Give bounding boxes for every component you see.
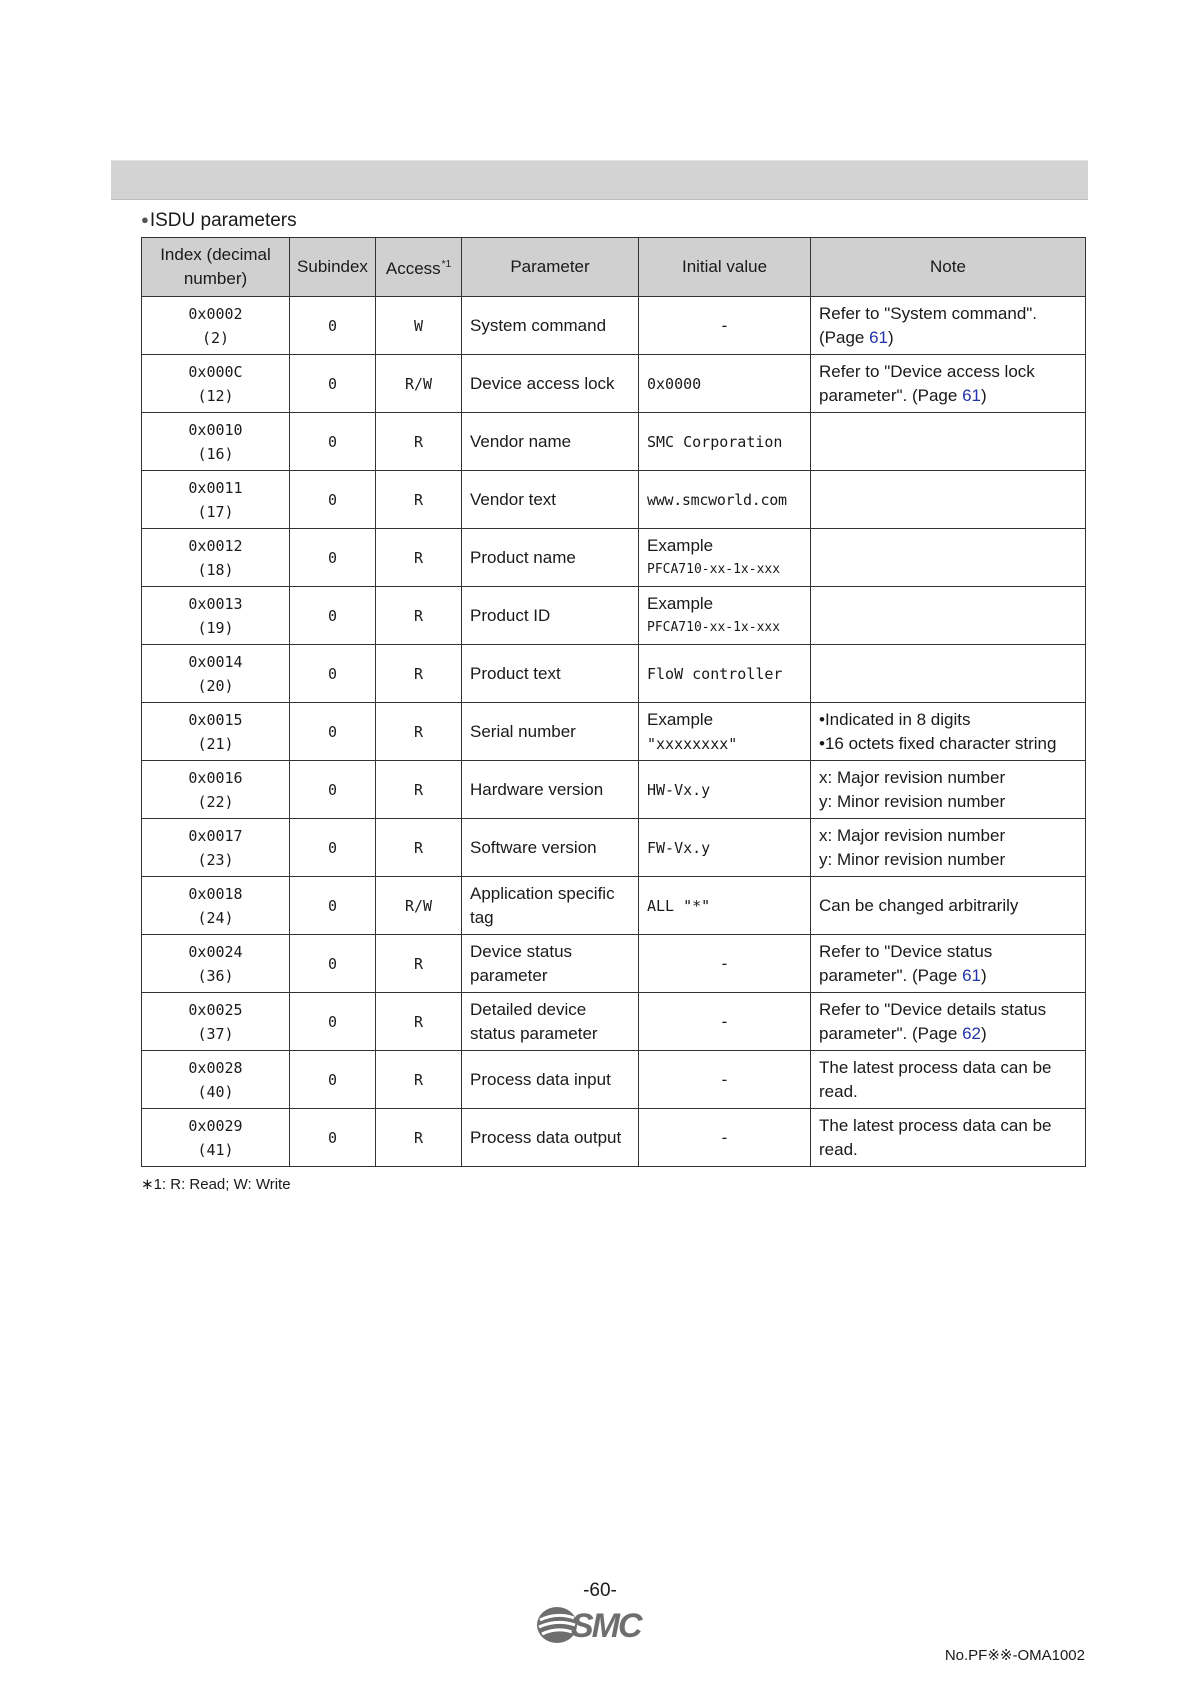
- cell-subindex: 0: [290, 587, 376, 645]
- cell-parameter: Vendor name: [462, 413, 639, 471]
- cell-parameter: Device access lock: [462, 355, 639, 413]
- cell-initial-value: -: [639, 935, 811, 993]
- note-line2: [819, 326, 1077, 350]
- index-decimal: (12): [197, 386, 234, 405]
- note-line2: read.: [819, 1081, 858, 1101]
- table-row: [142, 1109, 1086, 1167]
- isdu-parameters-table: [141, 237, 1086, 1167]
- cell-initial-value: SMC Corporation: [639, 413, 811, 471]
- cell-subindex: 0: [290, 761, 376, 819]
- header-band: [111, 160, 1088, 200]
- bullet-icon: ●: [141, 212, 149, 227]
- index-decimal: (22): [197, 792, 234, 811]
- parameter-line1: Device status: [470, 941, 573, 961]
- index-hex: 0x0013: [188, 594, 243, 613]
- cell-note: [811, 935, 1086, 993]
- cell-parameter: Serial number: [462, 703, 639, 761]
- cell-access: W: [376, 297, 462, 355]
- cell-index: [142, 529, 290, 587]
- access-footnote: ∗1: R: Read; W: Write: [141, 1176, 291, 1193]
- cell-access: R: [376, 703, 462, 761]
- cell-subindex: 0: [290, 1109, 376, 1167]
- note-text: ): [980, 965, 987, 985]
- index-decimal: (2): [201, 328, 230, 347]
- cell-index: [142, 935, 290, 993]
- index-decimal: (17): [197, 502, 234, 521]
- index-decimal: (18): [197, 560, 234, 579]
- initial-line2: "xxxxxxxx": [647, 734, 738, 753]
- cell-parameter: Product text: [462, 645, 639, 703]
- cell-subindex: 0: [290, 993, 376, 1051]
- cell-initial-value: -: [639, 993, 811, 1051]
- cell-subindex: 0: [290, 935, 376, 993]
- index-hex: 0x0024: [188, 942, 243, 961]
- index-decimal: (21): [197, 734, 234, 753]
- table-row: [142, 413, 1086, 471]
- parameter-line2: tag: [470, 907, 494, 927]
- header-subindex: Subindex: [290, 238, 376, 297]
- note-line2: read.: [819, 1139, 858, 1159]
- index-hex: 0x0025: [188, 1000, 243, 1019]
- cell-initial-value: ALL "*": [639, 877, 811, 935]
- index-decimal: (36): [197, 966, 234, 985]
- index-decimal: (41): [197, 1140, 234, 1159]
- cell-access: R: [376, 935, 462, 993]
- table-row: [142, 297, 1086, 355]
- cell-subindex: 0: [290, 1051, 376, 1109]
- header-note: Note: [811, 238, 1086, 297]
- cell-subindex: 0: [290, 413, 376, 471]
- cell-index: [142, 819, 290, 877]
- cell-note: [811, 1109, 1086, 1167]
- index-decimal: (23): [197, 850, 234, 869]
- index-hex: 0x0012: [188, 536, 243, 555]
- header-parameter: Parameter: [462, 238, 639, 297]
- cell-initial-value: [639, 703, 811, 761]
- header-access: [376, 238, 462, 297]
- note-text: ): [980, 385, 987, 405]
- page-link[interactable]: 61: [962, 385, 981, 405]
- note-text: ): [888, 327, 894, 347]
- table-row: [142, 529, 1086, 587]
- section-title-text: ISDU parameters: [149, 210, 297, 231]
- initial-line2: PFCA710-xx-1x-xxx: [647, 619, 781, 635]
- cell-parameter: Product ID: [462, 587, 639, 645]
- parameter-line2: status parameter: [470, 1023, 598, 1043]
- table-row: [142, 993, 1086, 1051]
- cell-index: [142, 703, 290, 761]
- index-decimal: (19): [197, 618, 234, 637]
- header-initial-value: Initial value: [639, 238, 811, 297]
- cell-initial-value: [639, 529, 811, 587]
- cell-note: [811, 355, 1086, 413]
- section-title: [141, 210, 297, 232]
- note-text: parameter". (Page: [819, 1023, 963, 1043]
- cell-note: [811, 703, 1086, 761]
- note-line1: x: Major revision number: [819, 767, 1006, 787]
- table-row: [142, 877, 1086, 935]
- cell-subindex: 0: [290, 819, 376, 877]
- initial-line1: Example: [647, 709, 714, 729]
- note-text: ): [980, 1023, 987, 1043]
- cell-subindex: 0: [290, 645, 376, 703]
- cell-note: [811, 819, 1086, 877]
- index-decimal: (20): [197, 676, 234, 695]
- cell-subindex: 0: [290, 877, 376, 935]
- index-hex: 0x0029: [188, 1116, 243, 1135]
- index-decimal: (37): [197, 1024, 234, 1043]
- cell-index: [142, 297, 290, 355]
- header-index: [142, 238, 290, 297]
- cell-note: [811, 761, 1086, 819]
- note-line2: [819, 964, 1077, 988]
- cell-index: [142, 413, 290, 471]
- index-hex: 0x0002: [188, 304, 243, 323]
- cell-initial-value: HW-Vx.y: [639, 761, 811, 819]
- index-decimal: (16): [197, 444, 234, 463]
- cell-access: R: [376, 471, 462, 529]
- cell-parameter: [462, 993, 639, 1051]
- cell-note: [811, 529, 1086, 587]
- cell-note: [811, 471, 1086, 529]
- table-row: [142, 819, 1086, 877]
- initial-line1: Example: [647, 593, 714, 613]
- page-link[interactable]: 61: [869, 327, 889, 347]
- cell-subindex: 0: [290, 471, 376, 529]
- cell-index: [142, 587, 290, 645]
- cell-access: R: [376, 993, 462, 1051]
- note-line1: Refer to "Device status: [819, 941, 993, 961]
- cell-parameter: Process data input: [462, 1051, 639, 1109]
- cell-index: [142, 645, 290, 703]
- note-text: parameter". (Page: [819, 965, 963, 985]
- cell-index: [142, 355, 290, 413]
- cell-initial-value: FloW controller: [639, 645, 811, 703]
- cell-note: Can be changed arbitrarily: [811, 877, 1086, 935]
- note-line1: The latest process data can be: [819, 1057, 1052, 1077]
- parameter-line2: parameter: [470, 965, 548, 985]
- cell-initial-value: -: [639, 297, 811, 355]
- note-line1: Refer to "System command".: [819, 303, 1038, 323]
- page-link[interactable]: 62: [962, 1023, 981, 1043]
- index-hex: 0x0028: [188, 1058, 243, 1077]
- note-text: parameter". (Page: [819, 385, 963, 405]
- table-row: [142, 587, 1086, 645]
- cell-index: [142, 471, 290, 529]
- index-hex: 0x0011: [188, 478, 243, 497]
- note-line2: [819, 384, 1077, 408]
- cell-parameter: Vendor text: [462, 471, 639, 529]
- table-row: [142, 355, 1086, 413]
- header-access-label: Access: [385, 259, 441, 278]
- table-header-row: [142, 238, 1086, 297]
- cell-index: [142, 993, 290, 1051]
- table-row: [142, 1051, 1086, 1109]
- table-row: [142, 471, 1086, 529]
- cell-access: R/W: [376, 877, 462, 935]
- index-hex: 0x0016: [188, 768, 243, 787]
- cell-access: R/W: [376, 355, 462, 413]
- cell-index: [142, 877, 290, 935]
- initial-line2: PFCA710-xx-1x-xxx: [647, 561, 781, 577]
- header-index-line1: Index: [160, 245, 202, 264]
- cell-parameter: Product name: [462, 529, 639, 587]
- cell-note: [811, 413, 1086, 471]
- cell-index: [142, 761, 290, 819]
- note-line2: [819, 1022, 1077, 1046]
- index-hex: 0x0014: [188, 652, 243, 671]
- cell-parameter: System command: [462, 297, 639, 355]
- cell-access: R: [376, 1109, 462, 1167]
- cell-parameter: Software version: [462, 819, 639, 877]
- table-row: [142, 935, 1086, 993]
- parameter-line1: Detailed device: [470, 999, 587, 1019]
- table-row: [142, 761, 1086, 819]
- index-hex: 0x0017: [188, 826, 243, 845]
- cell-initial-value: www.smcworld.com: [639, 471, 811, 529]
- cell-index: [142, 1051, 290, 1109]
- index-hex: 0x000C: [188, 362, 243, 381]
- cell-subindex: 0: [290, 297, 376, 355]
- note-line2: y: Minor revision number: [819, 849, 1006, 869]
- cell-parameter: Hardware version: [462, 761, 639, 819]
- initial-line1: Example: [647, 535, 714, 555]
- cell-parameter: Process data output: [462, 1109, 639, 1167]
- note-line1: Refer to "Device access lock: [819, 361, 1035, 381]
- cell-subindex: 0: [290, 355, 376, 413]
- cell-initial-value: [639, 587, 811, 645]
- cell-access: R: [376, 413, 462, 471]
- header-index-line2: (decimal number): [183, 245, 271, 288]
- cell-initial-value: -: [639, 1051, 811, 1109]
- note-line1: Refer to "Device details status: [819, 999, 1047, 1019]
- index-hex: 0x0015: [188, 710, 243, 729]
- note-line1: x: Major revision number: [819, 825, 1006, 845]
- cell-subindex: 0: [290, 703, 376, 761]
- header-access-footnote-mark: *1: [441, 259, 452, 270]
- parameter-line1: Application specific: [470, 883, 615, 903]
- cell-subindex: 0: [290, 529, 376, 587]
- cell-note: [811, 297, 1086, 355]
- cell-note: [811, 993, 1086, 1051]
- cell-note: [811, 587, 1086, 645]
- note-text: (Page: [819, 327, 870, 347]
- index-decimal: (40): [197, 1082, 234, 1101]
- note-line2: •16 octets fixed character string: [819, 733, 1057, 753]
- cell-access: R: [376, 1051, 462, 1109]
- cell-parameter: [462, 935, 639, 993]
- cell-initial-value: FW-Vx.y: [639, 819, 811, 877]
- cell-access: R: [376, 761, 462, 819]
- index-hex: 0x0018: [188, 884, 243, 903]
- note-line1: •Indicated in 8 digits: [819, 709, 971, 729]
- cell-access: R: [376, 587, 462, 645]
- cell-parameter: [462, 877, 639, 935]
- cell-access: R: [376, 529, 462, 587]
- cell-initial-value: 0x0000: [639, 355, 811, 413]
- table-row: [142, 645, 1086, 703]
- cell-access: R: [376, 819, 462, 877]
- document-number: No.PF※※-OMA1002: [944, 1647, 1085, 1664]
- index-decimal: (24): [197, 908, 234, 927]
- note-line2: y: Minor revision number: [819, 791, 1006, 811]
- page-number: -60-: [583, 1580, 617, 1601]
- cell-access: R: [376, 645, 462, 703]
- page-link[interactable]: 61: [962, 965, 981, 985]
- smc-logo: [535, 1603, 665, 1647]
- smc-logo-text: SMC: [571, 1607, 641, 1645]
- cell-note: [811, 645, 1086, 703]
- cell-index: [142, 1109, 290, 1167]
- table-row: [142, 703, 1086, 761]
- cell-note: [811, 1051, 1086, 1109]
- index-hex: 0x0010: [188, 420, 243, 439]
- note-line1: The latest process data can be: [819, 1115, 1052, 1135]
- cell-initial-value: -: [639, 1109, 811, 1167]
